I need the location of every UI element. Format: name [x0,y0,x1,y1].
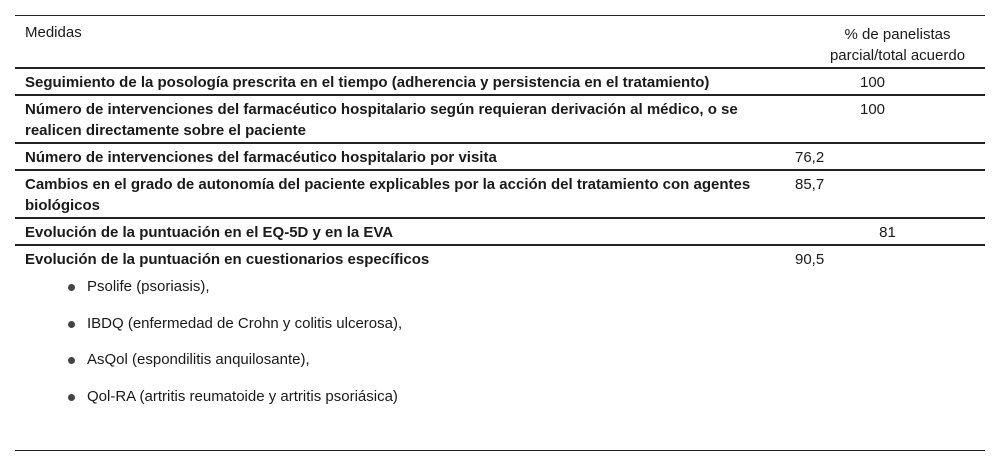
percent-cell: 100 [859,74,886,91]
bullet-icon [68,394,75,401]
measure-cell: Número de intervenciones del farmacéutico hospitalario según requieran derivación al médico, o se realicen directamente sobre el paciente [25,101,738,139]
list-item-text: Psolife (psoriasis), [87,278,210,295]
table-top-rule [15,15,985,16]
table-bottom-rule [15,450,985,451]
measure-cell: Número de intervenciones del farmacéutico hospitalario por visita [25,149,497,166]
list-item [87,313,402,334]
table-header [15,22,985,64]
table-row [15,217,985,244]
measure-cell: Cambios en el grado de autonomía del paciente explicables por la acción del tratamiento con agentes biológicos [25,176,751,214]
percent-cell: 85,7 [795,176,825,193]
table-row [15,67,985,94]
measures-column-header: Medidas [25,24,82,41]
percent-cell: 90,5 [795,251,825,268]
percent-cell: 81 [879,224,896,241]
list-item-text: AsQol (espondilitis anquilosante), [87,351,310,368]
measure-cell: Evolución de la puntuación en cuestionarios específicos [25,251,430,268]
bullet-icon [68,357,75,364]
percent-cell: 100 [859,101,886,118]
list-item [87,276,210,297]
measure-cell: Seguimiento de la posología prescrita en el tiempo (adherencia y persistencia en el tratamiento) [25,74,710,91]
percent-header-line-1: % de panelistas [844,26,951,43]
bullet-icon [68,284,75,291]
table-body [15,67,985,271]
list-item-text: Qol-RA (artritis reumatoide y artritis psoriásica) [87,388,398,405]
percent-header-line-2: parcial/total acuerdo [829,47,966,64]
list-item [87,386,398,407]
list-item-text: IBDQ (enfermedad de Crohn y colitis ulcerosa), [87,315,403,332]
table-row [15,169,985,217]
bullet-icon [68,321,75,328]
measure-cell: Evolución de la puntuación en el EQ-5D y en la EVA [25,224,394,241]
table-row [15,244,985,271]
percent-cell: 76,2 [795,149,825,166]
table-row [15,142,985,169]
table-row [15,94,985,142]
percent-column-header [810,24,985,66]
list-item [87,349,310,370]
